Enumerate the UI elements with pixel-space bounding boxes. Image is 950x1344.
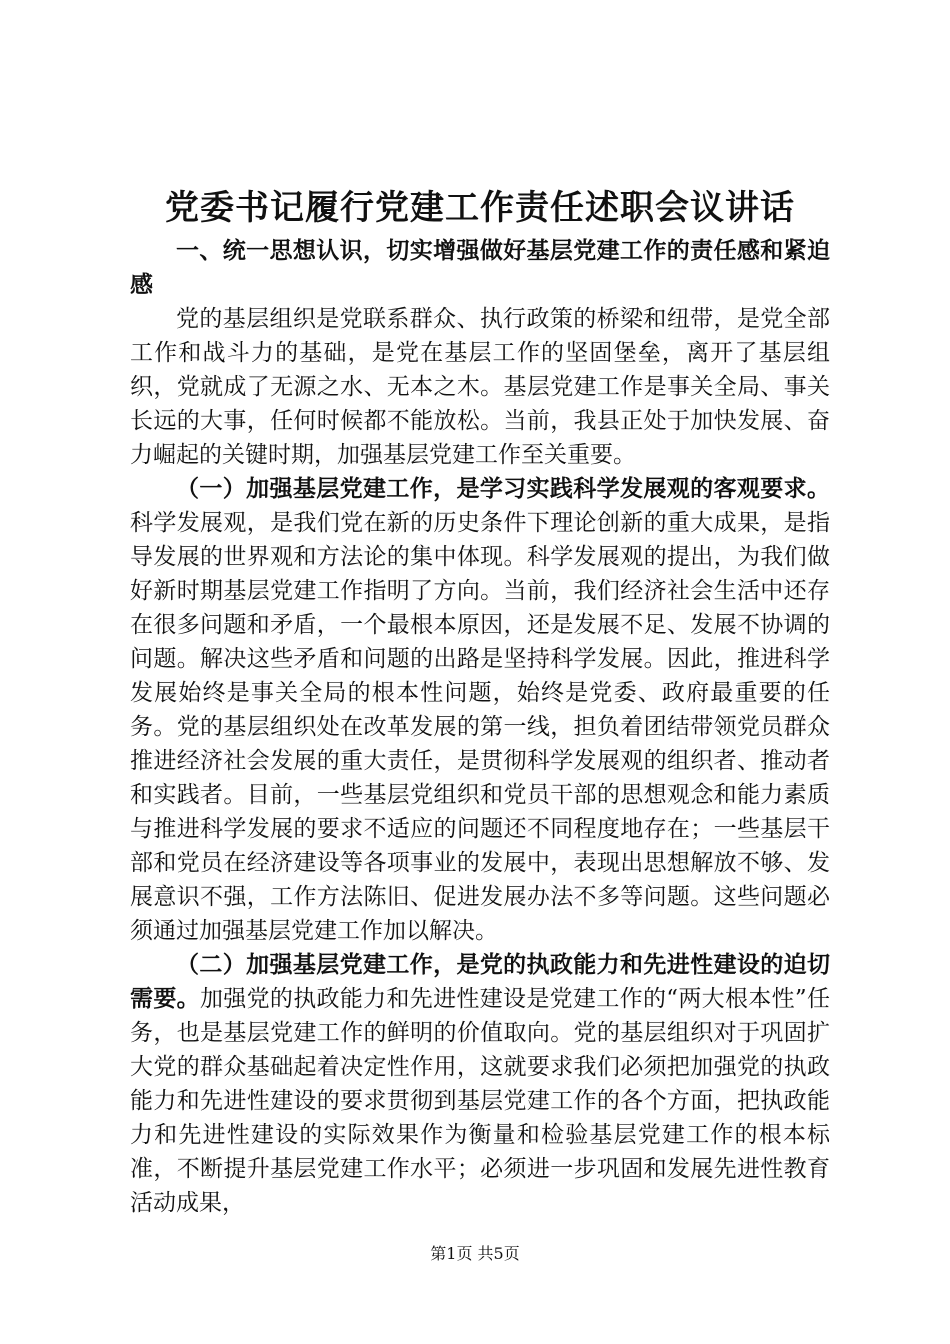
body-paragraph: 党的基层组织是党联系群众、执行政策的桥梁和纽带，是党全部工作和战斗力的基础，是党在基层工作的坚固堡垒，离开了基层组织，党就成了无源之水、无本之木。基层党建工作是事关全局、事关长远的大事，任何时候都不能放松。当前，我县正处于加快发展、奋力崛起的关键时期，加强基层党建工作至关重要。 [130, 306, 830, 468]
paragraph-text: 加强党的执政能力和先进性建设是党建工作的“两大根本性”任务，也是基层党建工作的鲜明的价值取向。党的基层组织对于巩固扩大党的群众基础起着决定性作用，这就要求我们必须把加强党的执政能力和先进性建设的要求贯彻到基层党建工作的各个方面，把执政能力和先进性建设的实际效果作为衡量和检验基层党建工作的根本标准，不断提升基层党建工作水平；必须进一步巩固和发展先进性教育活动成果， [130, 986, 830, 1216]
paragraph-text: 科学发展观，是我们党在新的历史条件下理论创新的重大成果，是指导发展的世界观和方法论的集中体现。科学发展观的提出，为我们做好新时期基层党建工作指明了方向。当前，我们经济社会生活中还存在很多问题和矛盾，一个最根本原因，还是发展不足、发展不协调的问题。解决这些矛盾和问题的出路是坚持科学发展。因此，推进科学发展始终是事关全局的根本性问题，始终是党委、政府最重要的任务。党的基层组织处在改革发展的第一线，担负着团结带领党员群众推进经济社会发展的重大责任，是贯彻科学发展观的组织者、推动者和实践者。目前，一些基层党组织和党员干部的思想观念和能力素质与推进科学发展的要求不适应的问题还不同程度地存在；一些基层干部和党员在经济建设等各项事业的发展中，表现出思想解放不够、发展意识不强，工作方法陈旧、促进发展办法不多等问题。这些问题必须通过加强基层党建工作加以解决。 [130, 510, 830, 944]
paragraph-lead: （二）加强基层党建工作，是党的执政能力和先进性建设的迫切需要。 [130, 951, 830, 1012]
section-heading: 一、统一思想认识，切实增强做好基层党建工作的责任感和紧迫感 [130, 237, 830, 298]
page-footer: 第1页 共5页 [430, 1244, 520, 1263]
document-title: 党委书记履行党建工作责任述职会议讲话 [165, 188, 795, 228]
document-body [130, 234, 830, 1220]
body-paragraph [130, 948, 830, 1220]
paragraph-lead: （一）加强基层党建工作，是学习实践科学发展观的客观要求。 [176, 475, 830, 502]
body-paragraph [130, 472, 830, 948]
